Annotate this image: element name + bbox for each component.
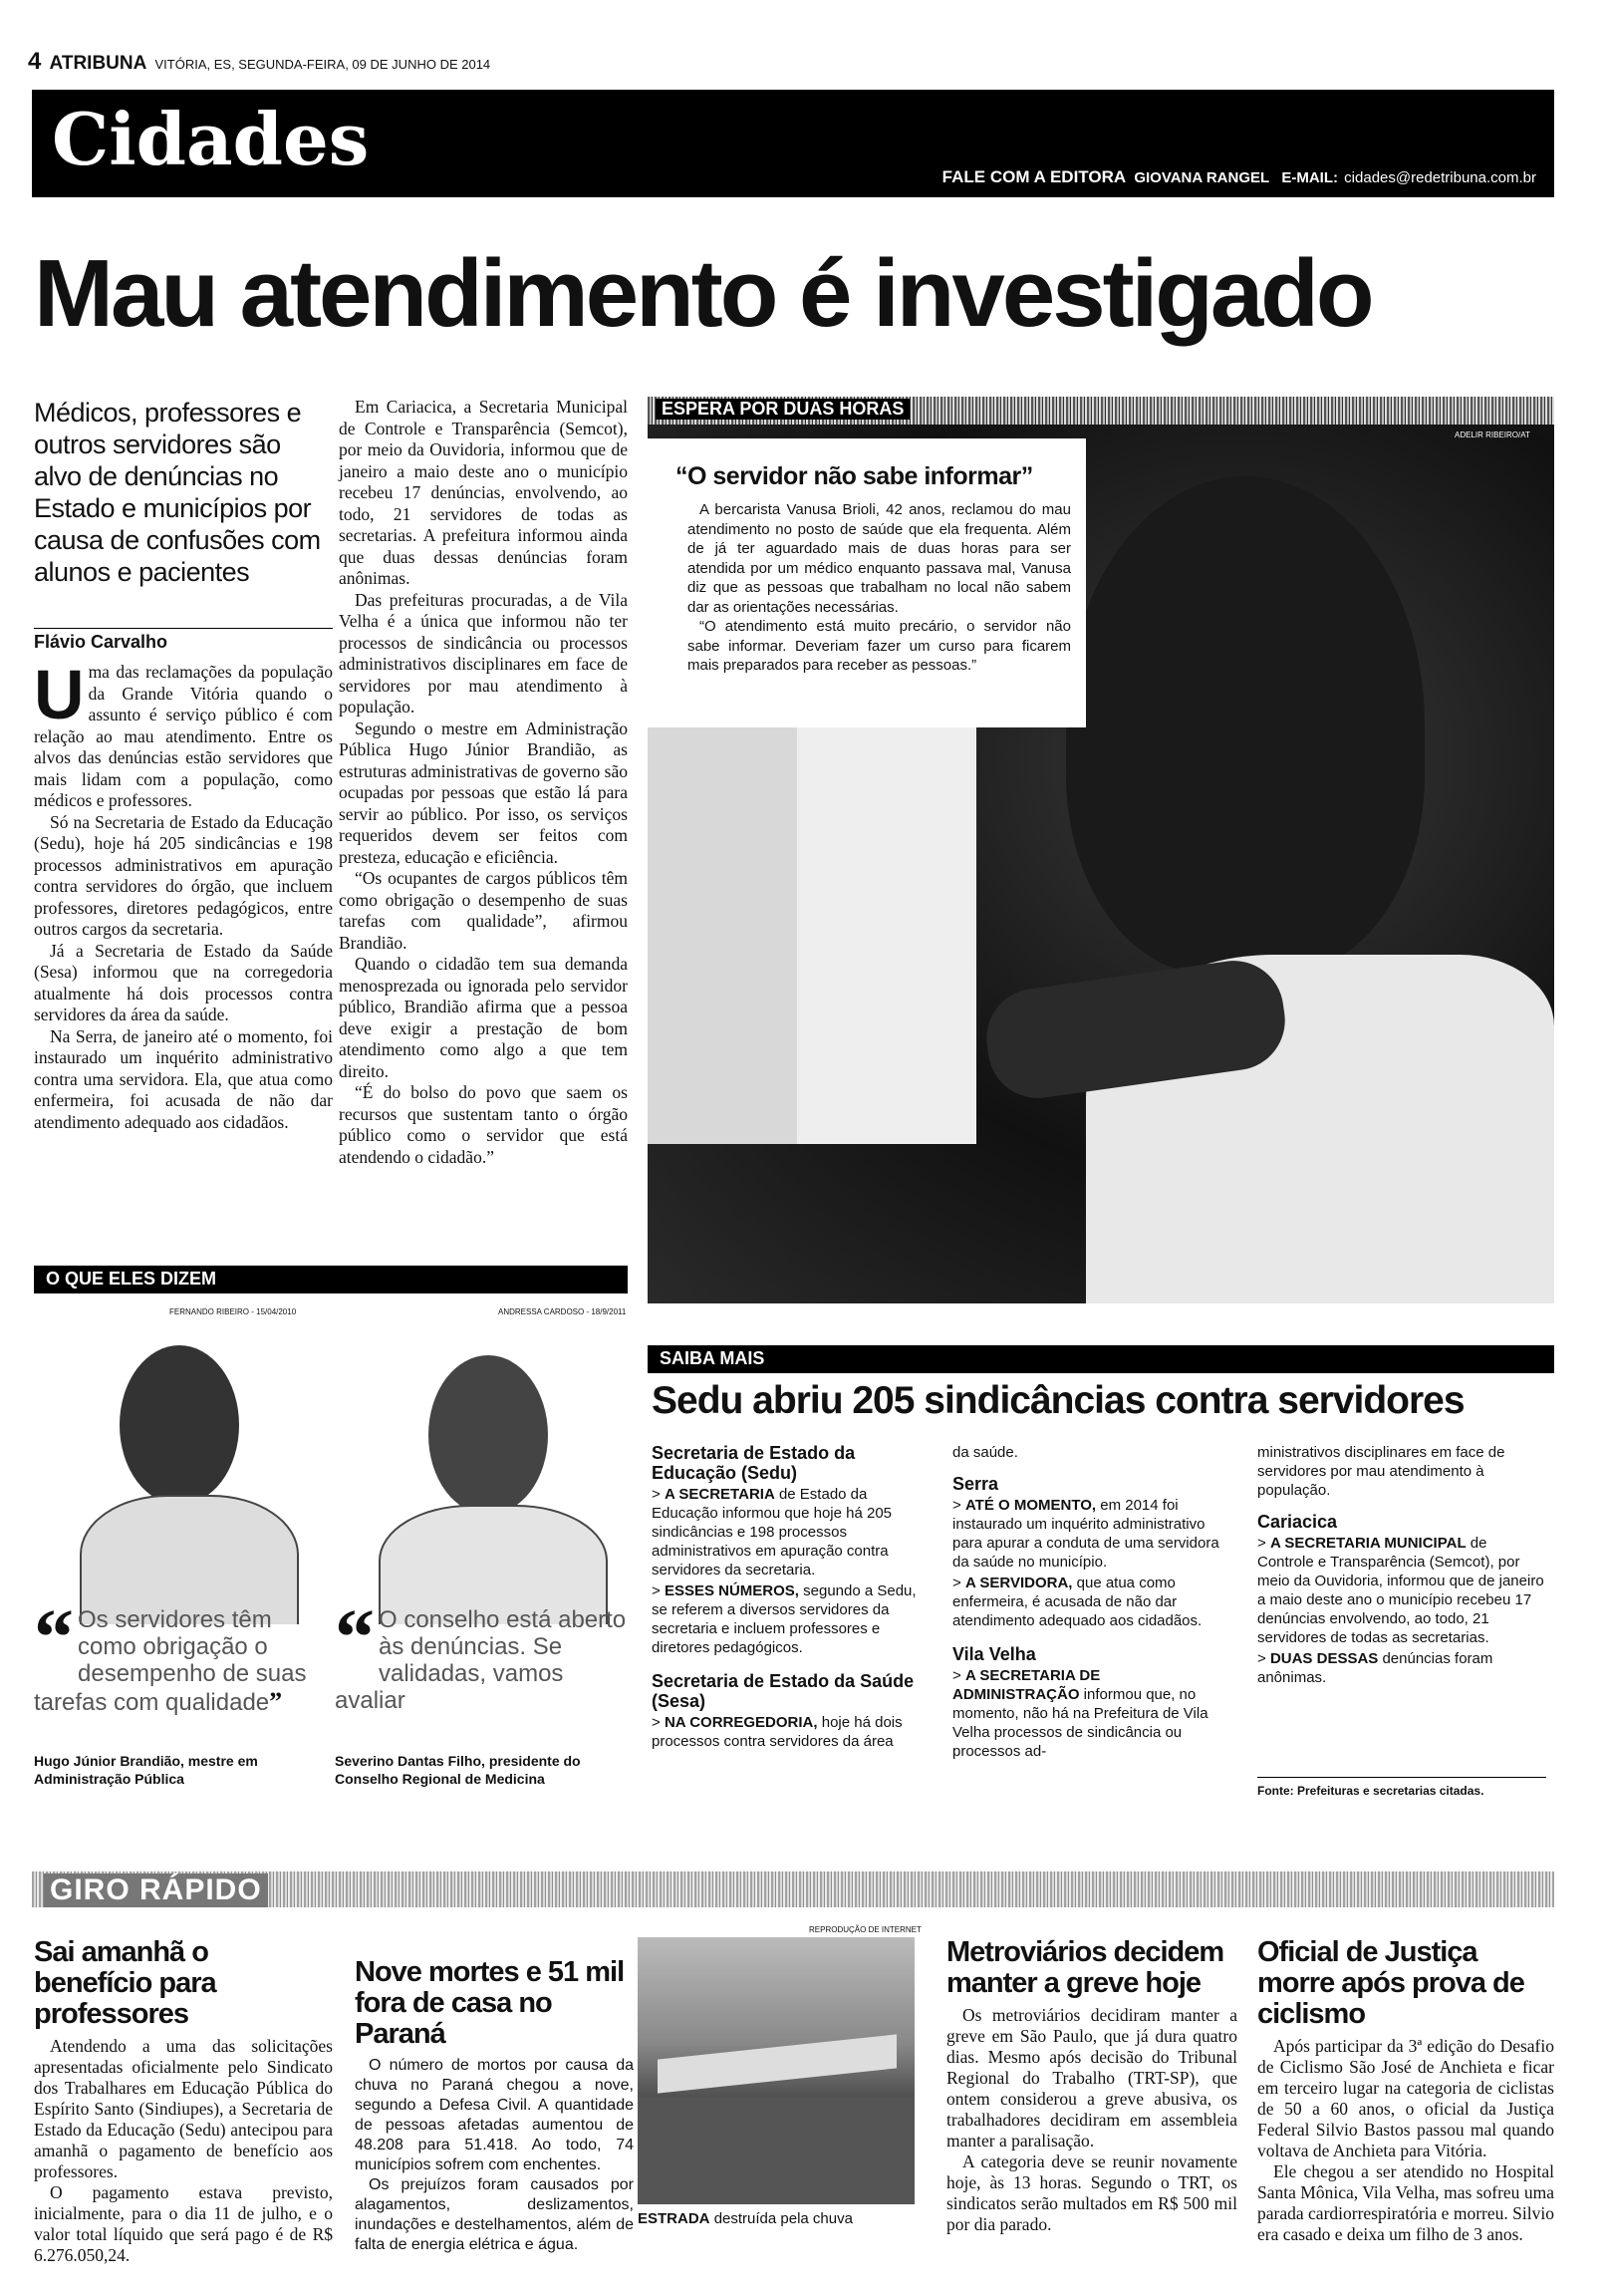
saiba-item: > DUAS DESSAS denúncias foram anônimas. (1257, 1650, 1493, 1686)
photo-credit: ADELIR RIBEIRO/AT (1455, 430, 1530, 439)
dateline: VITÓRIA, ES, SEGUNDA-FEIRA, 09 DE JUNHO DE 2014 (154, 57, 491, 72)
saiba-item-lead: DUAS DESSAS (1269, 1650, 1379, 1667)
saiba-item-lead: ESSES NÚMEROS, (664, 1582, 799, 1599)
body-shape (80, 1495, 299, 1624)
person-shape (1066, 476, 1425, 975)
saiba-item: > A SECRETARIA MUNICIPAL de Controle e Transparência (Semcot), por meio da Ouvidoria, informou que de janeiro a maio deste ano o município recebeu 17 denúncias envolvendo, ao todo, 21 servidores de todas as secretarias. (1257, 1535, 1544, 1646)
saiba-item-text: informou que, no momento, não há na Prefeitura de Vila Velha processos de sindicância ou processos ad- (952, 1686, 1208, 1760)
saiba-cont: da saúde. (952, 1444, 1018, 1461)
head-shape (120, 1345, 239, 1505)
giro-para: Após participar da 3ª edição do Desafio de Ciclismo São José de Anchieta e ficar em terceiro lugar na categoria de ciclistas de 50 a 60 anos, o oficial da Justiça Federal Silvio Bastos passou mal quando voltava de Anchieta para Vitória. (1257, 2036, 1554, 2160)
close-quote-icon: ” (269, 1687, 283, 1716)
photo-box-text (687, 500, 1071, 676)
photo-textbox (648, 438, 1086, 727)
saiba-item-text: segundo a Sedu, se referem a diversos servidores da secretaria e incluem professores e diretores pedagógicos. (652, 1582, 917, 1656)
quote2-credit: ANDRESSA CARDOSO - 18/9/2011 (498, 1307, 627, 1316)
giro-story-title: Sai amanhã o benefício para professores (34, 1936, 216, 2030)
article-col2 (339, 397, 628, 1168)
giro-para: Atendendo a uma das solicitações apresentadas oficialmente pelo Sindicato dos Trabalhares em Educação Pública do Espírito Santo (Sindiupes), a Secretaria de Estado da Educação (Sedu) antecipou para amanhã o pagamento de benefício aos professores. (34, 2036, 333, 2181)
saiba-item: > A SECRETARIA de Estado da Educação informou que hoje há 205 sindicâncias e 198 processos administrativos em apuração contra servidores da secretaria. (652, 1486, 893, 1578)
main-headline: Mau atendimento é investigado (34, 240, 1372, 347)
road-shape (658, 2034, 897, 2093)
saiba-col3 (1257, 1443, 1546, 1798)
giro-story-1 (34, 1937, 333, 2266)
giro-story-title: Oficial de Justiça morre após prova de ciclismo (1257, 1936, 1524, 2030)
saiba-item-lead: A SERVIDORA, (964, 1575, 1073, 1591)
section-bar (32, 90, 1554, 197)
deck: Médicos, professores e outros servidores são alvo de denúncias no Estado e municípios por causa de confusões com alunos e pacientes (34, 398, 321, 587)
caption-lead: ESTRADA (638, 2210, 710, 2227)
giro-story-3 (946, 1937, 1237, 2235)
article-para: Já a Secretaria de Estado da Saúde (Sesa) informou que na corregedoria atualmente há dois processos contra servidores da área da saúde. (34, 940, 333, 1024)
source-rule (1257, 1777, 1546, 1778)
saiba-source: Fonte: Prefeituras e secretarias citadas. (1257, 1784, 1484, 1798)
saiba-cont: ministrativos disciplinares em face de servidores por mau atendimento à população. (1257, 1444, 1505, 1499)
saiba-col2 (952, 1443, 1229, 1763)
quote2-source: Severino Dantas Filho, presidente do Conselho Regional de Medicina (335, 1753, 581, 1787)
quote2 (335, 1594, 634, 1714)
giro-para: O pagamento estava previsto, inicialmente, para o dia 11 de julho, e o valor total líquido que será pago é de R$ 6.276.050,24. (34, 2182, 333, 2265)
section-title: Cidades (52, 97, 370, 181)
article-para: “Os ocupantes de cargos públicos têm como obrigação o desempenho de suas tarefas com qualidade”, afirmou Brandião. (339, 868, 628, 953)
saiba-item-lead: NA CORREGEDORIA, (664, 1714, 818, 1731)
giro-story-body (34, 2036, 333, 2266)
giro-story-2 (355, 1957, 634, 2255)
section-contact (942, 167, 1536, 187)
quotes-label: O QUE ELES DIZEM (34, 1266, 628, 1293)
giro-para: Os prejuízos foram causados por alagamentos, deslizamentos, inundações e destelhamentos, além de falta de energia elétrica e água. (355, 2176, 634, 2253)
saiba-mais-label: SAIBA MAIS (648, 1345, 1554, 1373)
quote1 (34, 1594, 333, 1717)
giro-para: A categoria deve se reunir novamente hoje, às 13 horas. Segundo o TRT, os sindicatos serão multados em R$ 500 mil por dia parado. (946, 2152, 1237, 2234)
giro-story-body (1257, 2036, 1554, 2245)
page-number: 4 (28, 48, 42, 75)
giro-story-title: Nove mortes e 51 mil fora de casa no Paraná (355, 1956, 625, 2050)
saiba-item-text: em 2014 foi instaurado um inquérito administrativo para apurar a conduta de uma servidora da saúde no município. (952, 1497, 1219, 1571)
saiba-heading: Secretaria de Estado da Educação (Sedu) (652, 1443, 856, 1483)
open-quote-icon: “ (34, 1594, 74, 1682)
photo-box-title: “O servidor não sabe informar” (675, 462, 1033, 490)
saiba-heading: Vila Velha (952, 1644, 1036, 1664)
paper-name: ATRIBUNA (49, 53, 147, 74)
giro-story-body (946, 2005, 1237, 2235)
photo-box-para: A bercarista Vanusa Brioli, 42 anos, reclamou do mau atendimento no posto de saúde que ela frequenta. Além de já ter aguardado mais de duas horas para ser atendida por um médico enquanto passava mal, Vanusa diz que as pessoas que trabalham no local não sabem dar as orientações necessárias. (687, 501, 1071, 616)
saiba-item: > A SECRETARIA DE ADMINISTRAÇÃO informou que, no momento, não há na Prefeitura de Vila Velha processos de sindicância ou processos ad- (952, 1667, 1208, 1760)
saiba-item-lead: A SECRETARIA MUNICIPAL (1269, 1535, 1467, 1552)
saiba-item-text: hoje há dois processos contra servidores da área (652, 1714, 903, 1750)
article-para: Quando o cidadão tem sua demanda menosprezada ou ignorada pelo servidor público, Brandião afirma que a pessoa deve exigir a prestação de bom atendimento como algo a que tem direito. (339, 954, 628, 1081)
article-para: Na Serra, de janeiro até o momento, foi instaurado um inquérito administrativo contra uma servidora. Ela, que atua como enfermeira, foi acusada de não dar atendimento adequado aos cidadãos. (34, 1025, 333, 1132)
giro-photo (638, 1937, 915, 2204)
quote1-credit: FERNANDO RIBEIRO - 15/04/2010 (169, 1307, 297, 1316)
article-col1 (34, 656, 333, 1133)
saiba-item-lead: A SECRETARIA (664, 1486, 775, 1503)
saiba-item-lead: A SECRETARIA DE ADMINISTRAÇÃO (952, 1667, 1101, 1703)
giro-para: O número de mortos por causa da chuva no Paraná chegou a nove, segundo a Defesa Civil. A quantidade de pessoas afetadas aumentou de 48.208 para 51.418. Ao todo, 74 municípios sofrem com enchentes. (355, 2057, 634, 2173)
email-label: E-MAIL: (1281, 169, 1338, 186)
article-para-text: ma das reclamações da população da Grande Vitória quando o assunto é serviço público é com relação ao mau atendimento. Entre os alvos das denúncias estão servidores que mais lidam com a população, como médicos e professores. (34, 662, 333, 810)
saiba-heading: Serra (952, 1474, 999, 1494)
water-shape (638, 2097, 915, 2204)
giro-story-title: Metroviários decidem manter a greve hoje (946, 1936, 1224, 1999)
giro-label: GIRO RÁPIDO (44, 1873, 268, 1907)
photo-box-para: “O atendimento está muito precário, o servidor não sabe informar. Deveriam fazer um curso para ficarem mais preparados para receber as pessoas.” (687, 618, 1071, 674)
article-para: Só na Secretaria de Estado da Educação (Sedu), hoje há 205 sindicâncias e 198 processos administrativos em apuração contra servidores do órgão, que incluem professores, diretores pedagógicos, entre outros cargos da secretaria. (34, 811, 333, 939)
saiba-item-text: de Estado da Educação informou que hoje há 205 sindicâncias e 198 processos administrativos em apuração contra servidores da secretaria. (652, 1486, 893, 1578)
article-para: Em Cariacica, a Secretaria Municipal de Controle e Transparência (Semcot), por meio da Ouvidoria, informou que de janeiro a maio deste ano o município recebeu 17 denúncias, envolvendo, ao todo, 21 servidores de todas as secretarias. A prefeitura informou ainda que duas dessas denúncias foram anônimas. (339, 397, 628, 588)
saiba-item-text: que atua como enfermeira, é acusada de não dar atendimento adequado aos cidadãos. (952, 1575, 1203, 1629)
saiba-mais-title: Sedu abriu 205 sindicâncias contra servidores (652, 1379, 1465, 1422)
building-shape (797, 696, 976, 1144)
saiba-item-text: de Controle e Transparência (Semcot), por meio da Ouvidoria, informou que de janeiro a maio deste ano o município recebeu 17 denúncias envolvendo, ao todo, 21 servidores de todas as secretarias. (1257, 1535, 1544, 1646)
saiba-heading: Cariacica (1257, 1512, 1338, 1532)
deck-rule (34, 628, 333, 629)
giro-story-4 (1257, 1937, 1554, 2245)
saiba-item: > ATÉ O MOMENTO, em 2014 foi instaurado um inquérito administrativo para apurar a conduta de uma servidora da saúde no município. (952, 1497, 1219, 1571)
giro-para: Os metroviários decidiram manter a greve em São Paulo, que já dura quatro dias. Mesmo após decisão do Tribunal Regional do Trabalho (TRT-SP), que ontem considerou a greve abusiva, os trabalhadores decidiram em assembleia manter a paralisação. (946, 2005, 1237, 2151)
quote1-text: Os servidores têm como obrigação o desempenho de suas tarefas com qualidade (34, 1606, 307, 1716)
giro-photo-credit: REPRODUÇÃO DE INTERNET (809, 1925, 922, 1934)
article-para (34, 656, 333, 812)
giro-photo-caption (638, 2210, 915, 2227)
quote1-photo (40, 1325, 319, 1624)
quote1-source: Hugo Júnior Brandião, mestre em Administração Pública (34, 1753, 258, 1787)
saiba-item: > NA CORREGEDORIA, hoje há dois processos contra servidores da área (652, 1714, 903, 1750)
saiba-item: > A SERVIDORA, que atua como enfermeira, é acusada de não dar atendimento adequado aos cidadãos. (952, 1575, 1203, 1629)
saiba-col1 (652, 1443, 923, 1753)
editor-name: GIOVANA RANGEL (1134, 169, 1270, 186)
giro-story-body (355, 2056, 634, 2255)
quote2-photo (339, 1325, 628, 1624)
article-para: Segundo o mestre em Administração Pública Hugo Júnior Brandião, as estruturas administrativas de governo são ocupadas por pessoas que estão lá para servir ao público. Por isso, os serviços requeridos devem ser feitos com presteza, educação e eficiência. (339, 718, 628, 867)
email-address[interactable]: cidades@redetribuna.com.br (1344, 169, 1536, 186)
photo-kicker: ESPERA POR DUAS HORAS (656, 399, 910, 420)
drop-cap: U (34, 656, 85, 733)
giro-para: Ele chegou a ser atendido no Hospital Santa Mônica, Vila Velha, mas sofreu uma parada cardiorrespiratória e morreu. Silvio era casado e deixa um filho de 3 anos. (1257, 2161, 1554, 2244)
open-quote-icon: “ (335, 1594, 375, 1682)
saiba-item-text: denúncias foram anônimas. (1257, 1650, 1493, 1686)
saiba-item: > ESSES NÚMEROS, segundo a Sedu, se referem a diversos servidores da secretaria e incluem professores e diretores pedagógicos. (652, 1582, 917, 1656)
head-shape (428, 1355, 548, 1515)
quote2-text: O conselho está aberto às denúncias. Se validadas, vamos avaliar (335, 1606, 627, 1714)
article-para: Das prefeituras procuradas, a de Vila Velha é a única que informou não ter processos de sindicância ou processos administrativos disciplinares em face de servidores por mau atendimento à população. (339, 589, 628, 717)
saiba-heading: Secretaria de Estado da Saúde (Sesa) (652, 1671, 915, 1711)
caption-text: destruída pela chuva (713, 2210, 853, 2227)
masthead (28, 48, 546, 74)
contact-label: FALE COM A EDITORA (941, 167, 1127, 186)
saiba-item-lead: ATÉ O MOMENTO, (964, 1497, 1097, 1514)
article-para: “É do bolso do povo que saem os recursos que sustentam tanto o órgão público como o servidor que está atendendo o cidadão.” (339, 1082, 628, 1167)
byline: Flávio Carvalho (34, 632, 168, 652)
